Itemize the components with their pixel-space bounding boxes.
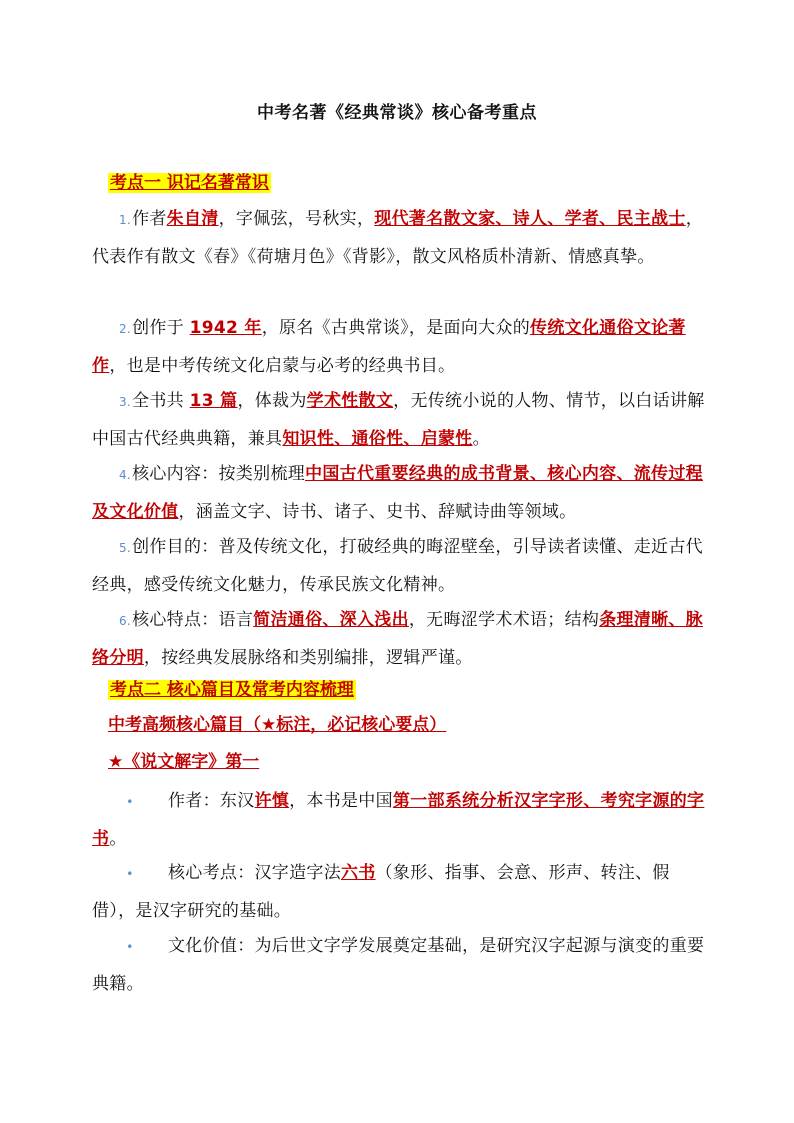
- item-number: 5.: [119, 541, 132, 555]
- item-text: ，涵盖文字、诗书、诸子、史书、辞赋诗曲等领域。: [178, 501, 577, 522]
- key-term: 1942 年: [189, 318, 262, 338]
- key-term: 现代著名散文家、诗人、学者、民主战士: [374, 209, 686, 229]
- item-text: 核心内容：按类别梳理: [132, 464, 306, 484]
- item-text: 核心特点：语言: [132, 610, 254, 630]
- key-term: 许慎: [254, 791, 290, 811]
- list-item: [92, 783, 712, 857]
- bullet-icon: •: [126, 940, 134, 954]
- item-text: ，原名《古典常谈》，是面向大众的: [261, 318, 531, 338]
- list-item: [92, 456, 712, 530]
- bullet-icon: •: [126, 795, 134, 809]
- section2-subheading: 中考高频核心篇目（★标注，必记核心要点）: [108, 715, 447, 735]
- item-text: 创作目的：普及传统文化，打破经典的晦涩壁垒，引导读者读懂、走近古代经典，感受传统文化魅力，传承民族文化精神。: [92, 537, 703, 595]
- item-text: ，代表作有散文《春》《荷塘月色》《背影》，散文风格质朴清新、情感真挚。: [92, 209, 703, 267]
- key-term: 学术性散文: [306, 391, 394, 411]
- item-text: 创作于: [132, 318, 190, 338]
- key-term: 六书: [341, 863, 376, 883]
- item-number: 3.: [119, 395, 132, 409]
- item-text: ，体裁为: [237, 391, 307, 411]
- list-item: [92, 928, 712, 1002]
- list-item: [92, 383, 712, 457]
- page-title: 中考名著《经典常谈》核心备考重点: [257, 103, 537, 123]
- list-item: [92, 201, 712, 275]
- item-text: 。: [109, 828, 127, 849]
- item-text: 。: [472, 428, 490, 449]
- list-item: [92, 602, 712, 676]
- item-number: 2.: [119, 322, 132, 336]
- item-text: ，也是中考传统文化启蒙与必考的经典书目。: [109, 355, 456, 376]
- key-term: 中国古代重要经典的成书背景、核心内容、流传过程及文化价值: [92, 464, 703, 522]
- section1-heading-text: 考点一 识记名著常识: [110, 173, 269, 193]
- item-text: （象形、指事、会意、形声、转注、假借），是汉字研究的基础。: [92, 863, 670, 921]
- item-text: ，本书是中国: [289, 791, 393, 811]
- item-text: 作者：东汉: [168, 791, 255, 811]
- item-number: 1.: [119, 213, 132, 227]
- key-term: 简洁通俗、深入浅出: [253, 610, 409, 630]
- item-text: 文化价值：为后世文字学发展奠定基础，是研究汉字起源与演变的重要典籍。: [92, 936, 705, 994]
- list-item: [92, 310, 712, 384]
- item-text: 作者: [132, 209, 167, 229]
- key-term: 条理清晰、脉络分明: [92, 610, 703, 668]
- item-text: 核心考点：汉字造字法: [168, 863, 341, 883]
- article-title: ★《说文解字》第一: [108, 752, 260, 772]
- item-text: ，按经典发展脉络和类别编排，逻辑严谨。: [143, 647, 473, 668]
- item-number: 6.: [119, 614, 132, 628]
- key-term: 13 篇: [189, 391, 238, 411]
- key-term: 传统文化通俗文论著作: [92, 318, 686, 376]
- item-text: ，无传统小说的人物、情节，以白话讲解中国古代经典典籍，兼具: [92, 391, 705, 449]
- list-item: [92, 855, 712, 929]
- key-term: 知识性、通俗性、启蒙性: [282, 428, 473, 449]
- bullet-icon: •: [126, 867, 134, 881]
- item-text: 全书共: [132, 391, 190, 411]
- item-text: ，无晦涩学术术语；结构: [408, 610, 600, 630]
- section2-heading-text: 考点二 核心篇目及常考内容梳理: [110, 680, 354, 700]
- section2-heading: [108, 679, 356, 701]
- item-text: ，字佩弦，号秋实，: [218, 209, 375, 229]
- key-term: 朱自清: [166, 209, 219, 229]
- section1-heading: [108, 172, 271, 194]
- item-number: 4.: [119, 468, 132, 482]
- key-term: 第一部系统分析汉字字形、考究字源的字书: [92, 791, 705, 849]
- list-item: [92, 529, 712, 603]
